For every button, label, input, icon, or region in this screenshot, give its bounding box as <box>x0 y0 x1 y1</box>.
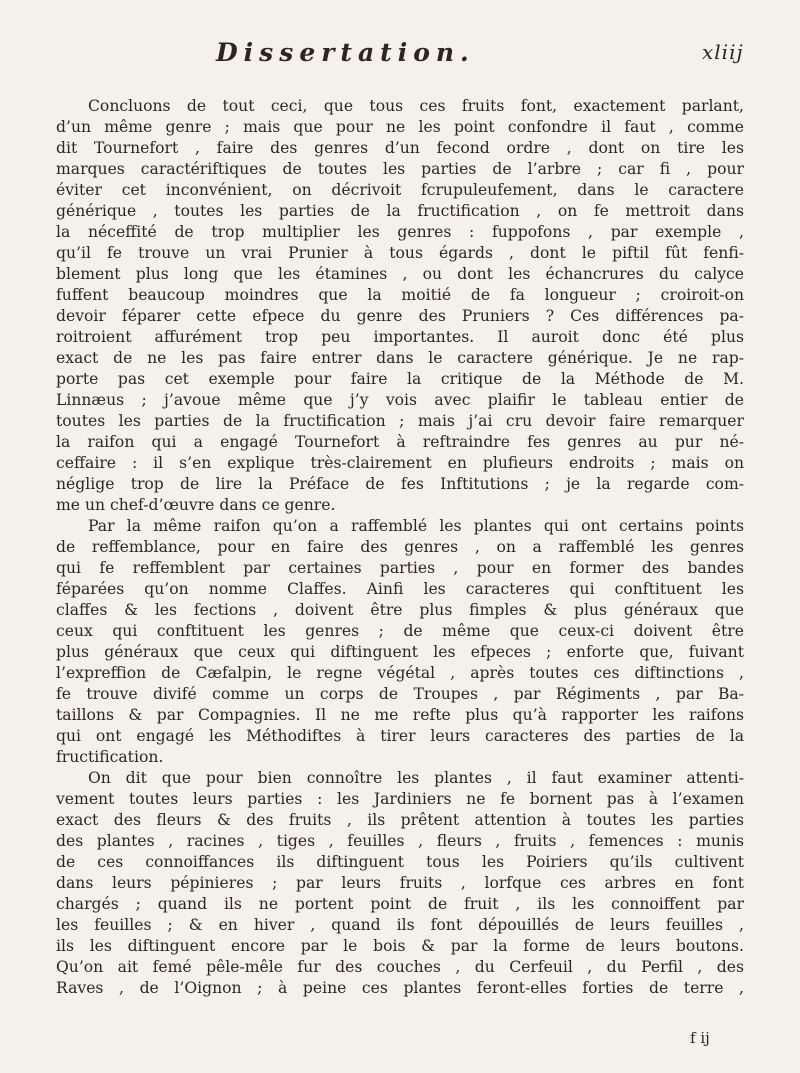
text-line: ils les diftinguent encore par le bois & par la forme de leurs boutons. <box>56 937 744 955</box>
text-line: vement toutes leurs parties : les Jardiniers ne fe bornent pas à l’examen <box>56 790 744 808</box>
text-line: éviter cet inconvénient, on décrivoit fcrupuleufement, dans le caractere <box>56 181 744 199</box>
text-line: chargés ; quand ils ne portent point de fruit , ils les connoiffent par <box>56 895 744 913</box>
text-line: porte pas cet exemple pour faire la critique de la Méthode de M. <box>56 370 744 388</box>
page-number: xliij <box>702 40 744 64</box>
text-line: blement plus long que les étamines , ou dont les échancrures du calyce <box>56 265 744 283</box>
text-line: On dit que pour bien connoître les plantes , il faut examiner attenti- <box>88 769 744 787</box>
text-line: roitroient affurément trop peu importantes. Il auroit donc été plus <box>56 328 744 346</box>
text-line: la raifon qui a engagé Tournefort à reftraindre fes genres au pur né- <box>56 433 744 451</box>
printer-signature-mark: f ij <box>690 1029 710 1047</box>
text-line: de ces connoiffances ils diftinguent tous les Poiriers qu’ils cultivent <box>56 853 744 871</box>
text-line: d’un même genre ; mais que pour ne les point confondre il faut , comme <box>56 118 744 136</box>
text-line: exact de ne les pas faire entrer dans le caractere générique. Je ne rap- <box>56 349 744 367</box>
text-line: les feuilles ; & en hiver , quand ils font dépouillés de leurs feuilles , <box>56 916 744 934</box>
text-line: néglige trop de lire la Préface de fes Inftitutions ; je la regarde com- <box>56 475 744 493</box>
text-line: dans leurs pépinieres ; par leurs fruits , lorfque ces arbres en font <box>56 874 744 892</box>
text-line: toutes les parties de la fructification ; mais j’ai cru devoir faire remarquer <box>56 412 744 430</box>
text-line: marques caractériftiques de toutes les parties de l’arbre ; car fi , pour <box>56 160 744 178</box>
text-line: dit Tournefort , faire des genres d’un fecond ordre , dont on tire les <box>56 139 744 157</box>
text-line: qu’il fe trouve un vrai Prunier à tous égards , dont le piftil fût fenfi- <box>56 244 744 262</box>
text-line: taillons & par Compagnies. Il ne me refte plus qu’à rapporter les raifons <box>56 706 744 724</box>
text-line: fuffent beaucoup moindres que la moitié de fa longueur ; croiroit-on <box>56 286 744 304</box>
text-line: me un chef-d’œuvre dans ce genre. <box>56 496 336 514</box>
text-line: qui fe reffemblent par certaines parties , pour en former des bandes <box>56 559 744 577</box>
text-line: Concluons de tout ceci, que tous ces fruits font, exactement parlant, <box>88 97 744 115</box>
text-line: de reffemblance, pour en faire des genres , on a raffemblé les genres <box>56 538 744 556</box>
running-head <box>0 38 800 78</box>
text-line: l’expreffion de Cæfalpin, le regne végétal , après toutes ces diftinctions , <box>56 664 744 682</box>
text-line: qui ont engagé les Méthodiftes à tirer leurs caracteres des parties de la <box>56 727 744 745</box>
text-line: Qu’on ait femé pêle-mêle fur des couches , du Cerfeuil , du Perfil , des <box>56 958 744 976</box>
text-line: claffes & les fections , doivent être plus fimples & plus généraux que <box>56 601 744 619</box>
text-line: Raves , de l’Oignon ; à peine ces plantes feront-elles forties de terre , <box>56 979 744 997</box>
text-line: fructification. <box>56 748 164 766</box>
text-line: devoir féparer cette efpece du genre des Pruniers ? Ces différences pa- <box>56 307 744 325</box>
text-line: générique , toutes les parties de la fructification , on fe mettroit dans <box>56 202 744 220</box>
text-line: fe trouve divifé comme un corps de Troupes , par Régiments , par Ba- <box>56 685 744 703</box>
text-line: Linnæus ; j’avoue même que j’y vois avec plaifir le tableau entier de <box>56 391 744 409</box>
text-line: la néceffité de trop multiplier les genres : fuppofons , par exemple , <box>56 223 744 241</box>
text-line: des plantes , racines , tiges , feuilles , fleurs , fruits , femences : munis <box>56 832 744 850</box>
running-head-title: Dissertation. <box>216 38 475 67</box>
text-line: ceux qui conftituent les genres ; de même que ceux-ci doivent être <box>56 622 744 640</box>
text-line: ceffaire : il s’en explique très-clairement en plufieurs endroits ; mais on <box>56 454 744 472</box>
text-line: féparées qu’on nomme Claffes. Ainfi les caracteres qui conftituent les <box>56 580 744 598</box>
text-line: exact des fleurs & des fruits , ils prêtent attention à toutes les parties <box>56 811 744 829</box>
text-line: Par la même raifon qu’on a raffemblé les plantes qui ont certains points <box>88 517 744 535</box>
text-line: plus généraux que ceux qui diftinguent les efpeces ; enforte que, fuivant <box>56 643 744 661</box>
